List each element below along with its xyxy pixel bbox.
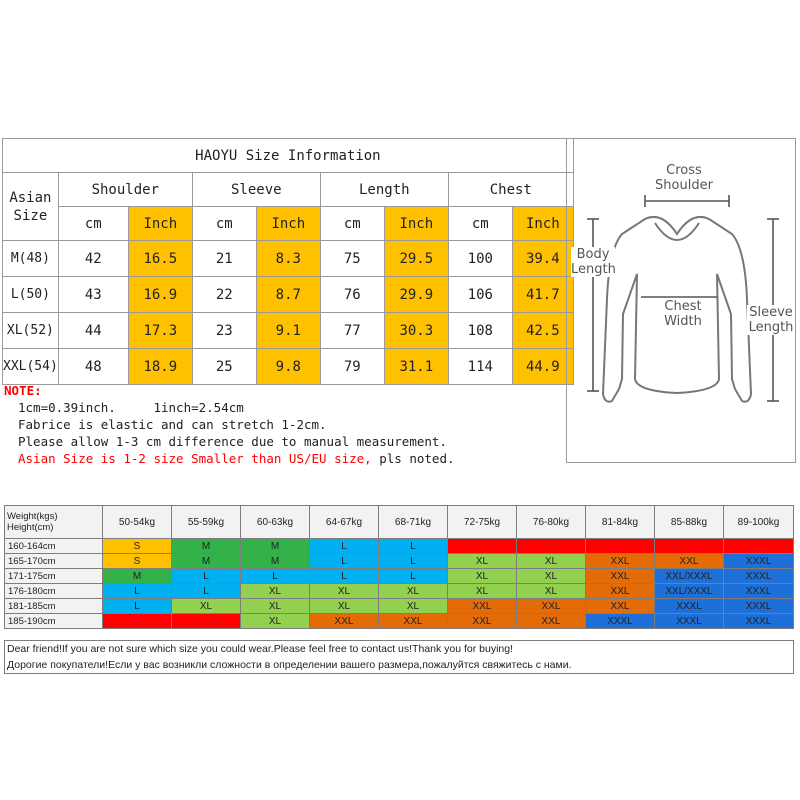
length-header: Length [320,173,448,207]
size-cell: L [379,539,448,554]
height-row [5,539,794,554]
size-cell: L [172,584,241,599]
size-row [3,277,574,313]
value-cell: 9.8 [256,349,320,385]
size-cell: XL [517,554,586,569]
value-cell: 23 [192,313,256,349]
size-cell: XXL [448,614,517,629]
size-cell: L [310,569,379,584]
value-cell: 29.9 [384,277,448,313]
value-cell: 44.9 [512,349,573,385]
weight-header: 81-84kg [586,506,655,539]
size-cell: M [172,554,241,569]
size-label-cell: XL(52) [3,313,59,349]
value-cell: 30.3 [384,313,448,349]
value-cell: 79 [320,349,384,385]
note-warning: Asian Size is 1-2 size Smaller than US/EU size, [18,451,372,466]
value-cell: 44 [58,313,128,349]
value-cell: 43 [58,277,128,313]
size-cell: XXXL [655,614,724,629]
sleeve-header: Sleeve [192,173,320,207]
height-label: 160-164cm [5,539,103,554]
size-cell: M [241,554,310,569]
value-cell: 42.5 [512,313,573,349]
neckline [655,223,699,240]
value-cell: 108 [448,313,512,349]
size-cell: XXL/XXXL [655,584,724,599]
size-cell: / [448,539,517,554]
shoulder-header: Shoulder [58,173,192,207]
height-row [5,554,794,569]
size-cell: XL [172,599,241,614]
value-cell: 9.1 [256,313,320,349]
size-row [3,241,574,277]
value-cell: 48 [58,349,128,385]
value-cell: 17.3 [128,313,192,349]
unit-cm: cm [448,207,512,241]
value-cell: 25 [192,349,256,385]
size-info-table [2,138,574,385]
chest-header: Chest [448,173,573,207]
size-cell: XL [379,599,448,614]
size-cell: / [586,539,655,554]
weight-header: 50-54kg [103,506,172,539]
size-label-cell: M(48) [3,241,59,277]
size-cell: XL [379,584,448,599]
asian-label: Asian [9,189,52,206]
size-cell: L [310,554,379,569]
size-cell: S [103,554,172,569]
size-cell: L [310,539,379,554]
note-line: 1cm=0.39inch. 1inch=2.54cm [18,400,244,415]
size-cell: XXL [448,599,517,614]
value-cell: 31.1 [384,349,448,385]
height-row [5,569,794,584]
size-label-cell: XXL(54) [3,349,59,385]
height-label: 176-180cm [5,584,103,599]
unit-cm: cm [192,207,256,241]
value-cell: 42 [58,241,128,277]
weight-header: 72-75kg [448,506,517,539]
label-line: Length [748,320,794,335]
size-cell: L [103,584,172,599]
value-cell: 77 [320,313,384,349]
cross-shoulder-label [649,163,719,193]
unit-inch: Inch [256,207,320,241]
value-cell: 106 [448,277,512,313]
weight-header: 89-100kg [724,506,794,539]
note-warning-rest: pls noted. [371,451,455,466]
size-label-cell: L(50) [3,277,59,313]
chest-width-label [655,299,711,329]
label-line: Width [664,314,702,329]
unit-cm: cm [320,207,384,241]
unit-inch: Inch [384,207,448,241]
size-cell: / [724,539,794,554]
size-cell: XXL [310,614,379,629]
weight-header: 64-67kg [310,506,379,539]
unit-inch: Inch [512,207,573,241]
table-title: HAOYU Size Information [3,139,574,173]
value-cell: 39.4 [512,241,573,277]
size-cell: XXL [517,599,586,614]
size-cell: XXL/XXXL [655,569,724,584]
value-cell: 21 [192,241,256,277]
size-cell: XL [241,599,310,614]
size-cell: XL [517,569,586,584]
size-cell: M [172,539,241,554]
unit-cm: cm [58,207,128,241]
weight-header: 55-59kg [172,506,241,539]
value-cell: 75 [320,241,384,277]
size-cell: / [517,539,586,554]
size-cell: XXL [586,554,655,569]
size-cell: S [103,539,172,554]
size-cell: XXXL [586,614,655,629]
value-cell: 22 [192,277,256,313]
value-cell: 100 [448,241,512,277]
footer-russian: Дорогие покупатели!Если у вас возникли сложности в определении вашего размера,пожалуйтся свяжитесь с нами. [7,659,572,671]
size-cell: XL [448,569,517,584]
size-cell: XXL [517,614,586,629]
unit-inch: Inch [128,207,192,241]
note-title: NOTE: [4,383,42,398]
value-cell: 16.9 [128,277,192,313]
size-row [3,313,574,349]
weight-header: 76-80kg [517,506,586,539]
size-cell: M [103,569,172,584]
label-line: Body [576,247,610,262]
weight-header: 85-88kg [655,506,724,539]
size-cell: L [241,569,310,584]
size-cell: XL [310,584,379,599]
label-line: Cross [666,163,702,178]
height-row [5,599,794,614]
size-cell: XL [448,554,517,569]
size-cell: L [379,554,448,569]
weight-axis-label: Weight(kgs) [7,511,58,522]
value-cell: 16.5 [128,241,192,277]
footer-message [4,640,794,674]
body-length-label [571,247,615,277]
note-line [4,450,564,467]
label-line: Sleeve [749,305,793,320]
size-cell: XXXL [724,584,794,599]
size-label: Size [13,207,48,224]
note-block [4,382,564,467]
label-line: Chest [664,299,702,314]
size-cell: / [103,614,172,629]
asian-size-header [3,173,59,241]
size-cell: L [379,569,448,584]
size-cell: XXL [586,584,655,599]
value-cell: 8.7 [256,277,320,313]
value-cell: 76 [320,277,384,313]
size-cell: / [655,539,724,554]
height-label: 185-190cm [5,614,103,629]
weight-header: 60-63kg [241,506,310,539]
note-line: Please allow 1-3 cm difference due to manual measurement. [18,434,447,449]
size-cell: XL [241,614,310,629]
sleeve-length-label [747,305,795,335]
size-cell: XXL [379,614,448,629]
height-row [5,614,794,629]
size-cell: M [241,539,310,554]
size-recommendation-table [4,505,794,629]
size-cell: XXL [586,599,655,614]
size-cell: L [172,569,241,584]
size-row [3,349,574,385]
value-cell: 114 [448,349,512,385]
size-cell: XL [448,584,517,599]
height-axis-label: Height(cm) [7,522,54,533]
corner-cell [5,506,103,539]
size-cell: XL [241,584,310,599]
weight-header-row [5,506,794,539]
size-cell: XXXL [724,554,794,569]
height-label: 171-175cm [5,569,103,584]
height-row [5,584,794,599]
value-cell: 41.7 [512,277,573,313]
measurement-diagram [566,138,796,463]
value-cell: 18.9 [128,349,192,385]
size-cell: XXL [586,569,655,584]
label-line: Length [571,262,616,277]
note-line: Fabrice is elastic and can stretch 1-2cm. [18,417,327,432]
size-cell: XXXL [655,599,724,614]
size-cell: XL [310,599,379,614]
size-cell: XXXL [724,569,794,584]
size-cell: XL [517,584,586,599]
footer-english: Dear friend!If you are not sure which size you could wear.Please feel free to contact us!Thank you for buying! [7,643,514,655]
weight-header: 68-71kg [379,506,448,539]
height-label: 181-185cm [5,599,103,614]
size-cell: L [103,599,172,614]
label-line: Shoulder [655,178,713,193]
size-cell: XXXL [724,599,794,614]
value-cell: 8.3 [256,241,320,277]
height-label: 165-170cm [5,554,103,569]
size-cell: XXL [655,554,724,569]
size-cell: / [172,614,241,629]
value-cell: 29.5 [384,241,448,277]
size-cell: XXXL [724,614,794,629]
